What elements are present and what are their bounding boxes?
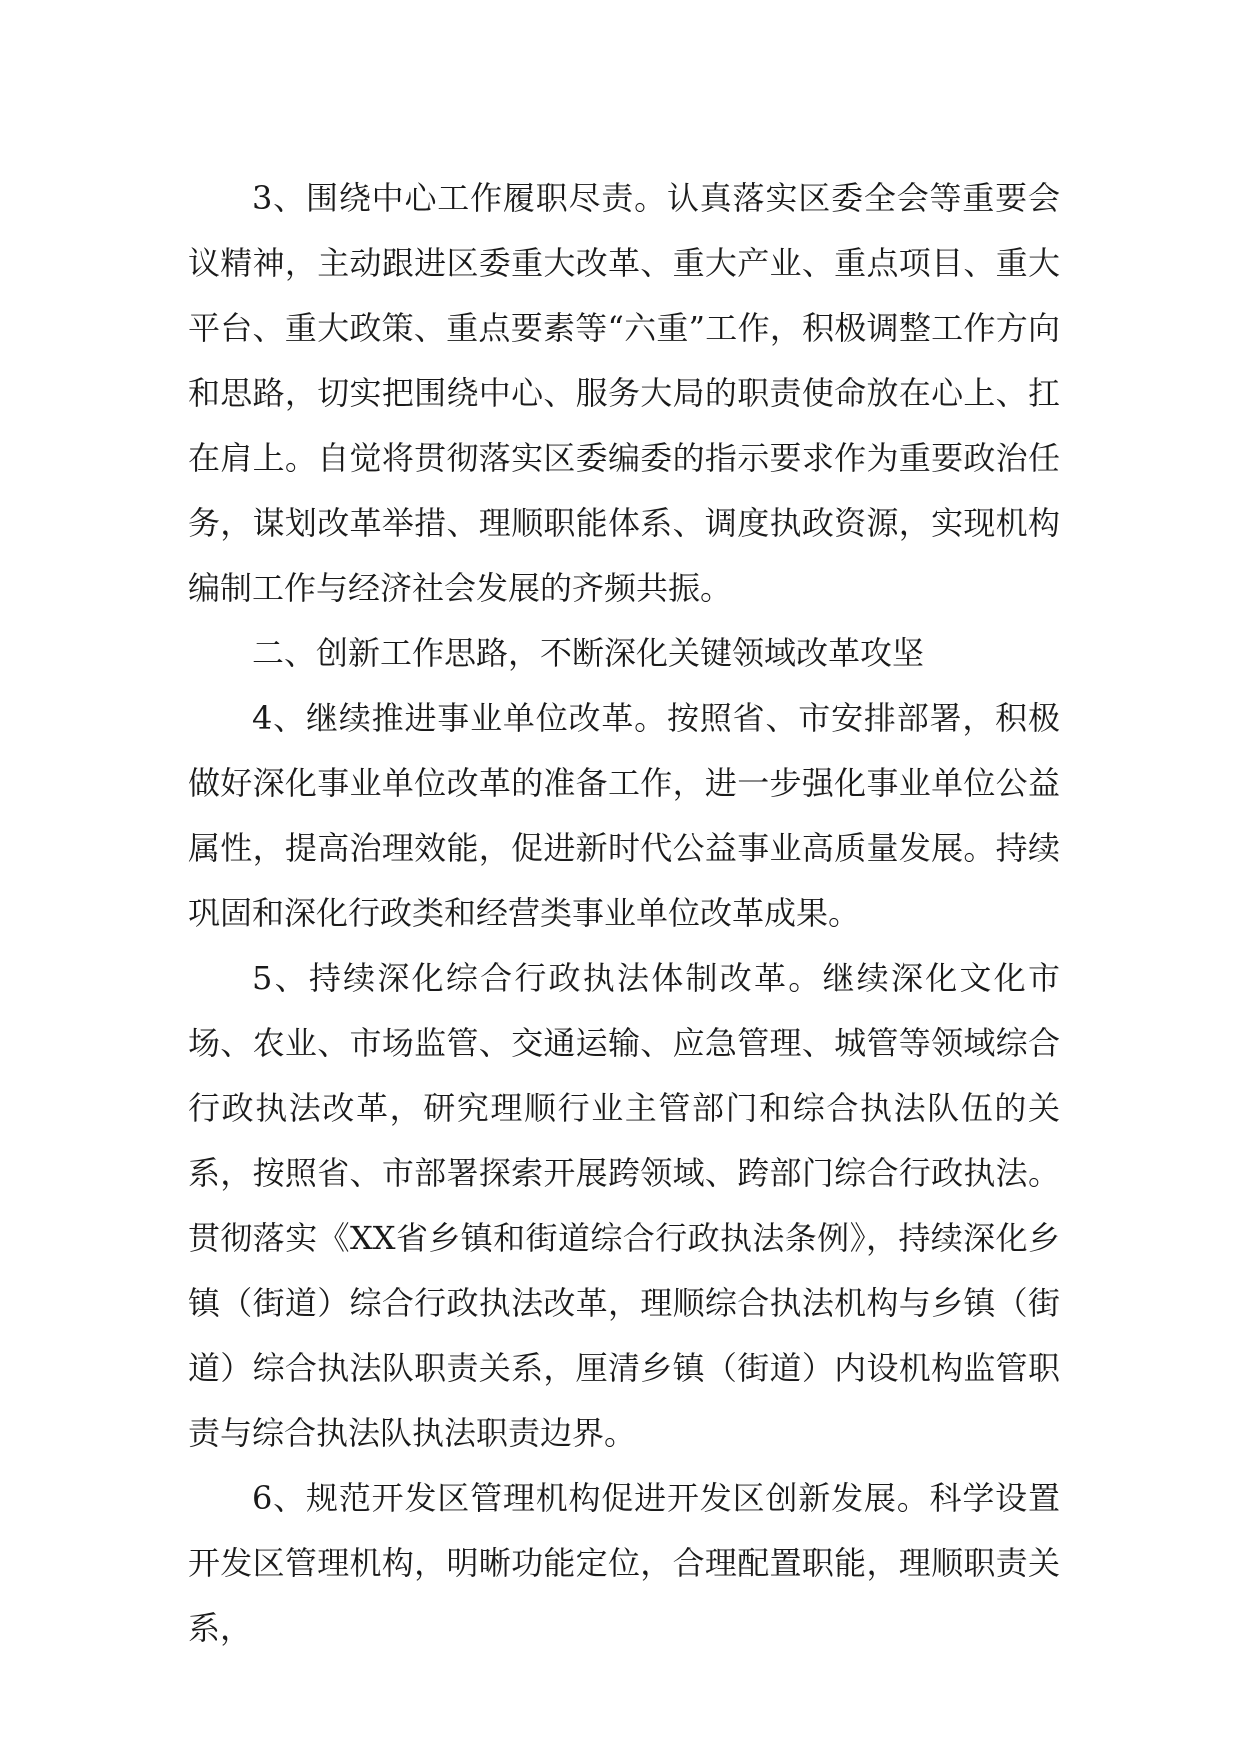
document-body [188,166,1060,1661]
paragraph-item-3: 3、围绕中心工作履职尽责。认真落实区委全会等重要会议精神，主动跟进区委重大改革、重大产业、重点项目、重大平台、重大政策、重点要素等“六重”工作，积极调整工作方向和思路，切实把围绕中心、服务大局的职责使命放在心上、扛在肩上。自觉将贯彻落实区委编委的指示要求作为重要政治任务，谋划改革举措、理顺职能体系、调度执政资源，实现机构编制工作与经济社会发展的齐频共振。 [188,179,1060,607]
paragraph-item-4: 4、继续推进事业单位改革。按照省、市安排部署，积极做好深化事业单位改革的准备工作，进一步强化事业单位公益属性，提高治理效能，促进新时代公益事业高质量发展。持续巩固和深化行政类和经营类事业单位改革成果。 [188,699,1060,932]
paragraph-item-5: 5、持续深化综合行政执法体制改革。继续深化文化市场、农业、市场监管、交通运输、应急管理、城管等领域综合行政执法改革，研究理顺行业主管部门和综合执法队伍的关系，按照省、市部署探索开展跨领域、跨部门综合行政执法。贯彻落实《XX省乡镇和街道综合行政执法条例》，持续深化乡镇（街道）综合行政执法改革，理顺综合执法机构与乡镇（街道）综合执法队职责关系，厘清乡镇（街道）内设机构监管职责与综合执法队执法职责边界。 [188,959,1060,1452]
paragraph-item-6: 6、规范开发区管理机构促进开发区创新发展。科学设置开发区管理机构，明晰功能定位，合理配置职能，理顺职责关系， [188,1479,1060,1647]
section-heading-2: 二、创新工作思路，不断深化关键领域改革攻坚 [252,634,925,672]
